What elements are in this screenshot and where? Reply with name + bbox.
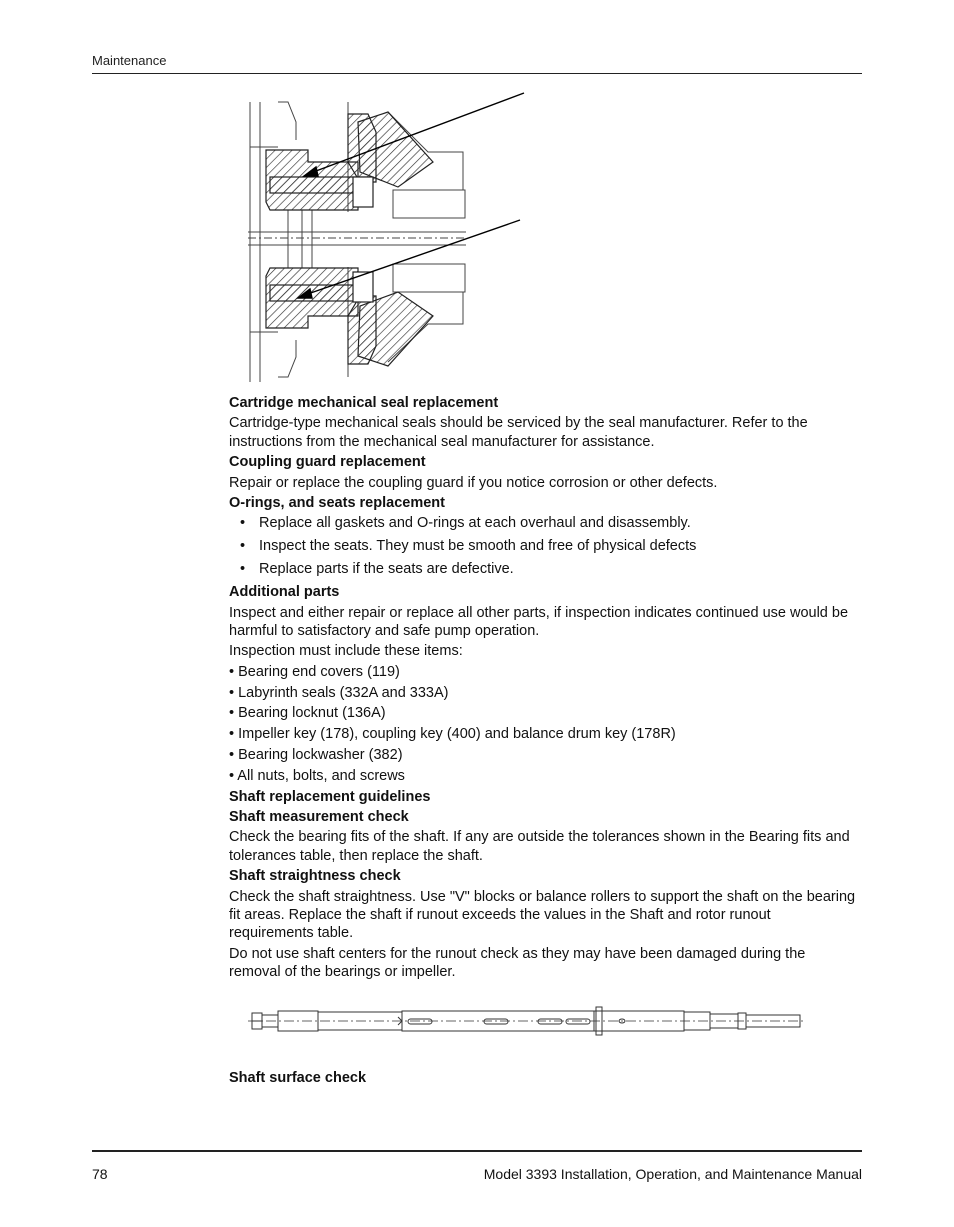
footer-rule	[92, 1150, 862, 1152]
header-rule	[92, 73, 862, 74]
heading-shaft-surface: Shaft surface check	[229, 1070, 367, 1086]
heading-shaft-guidelines: Shaft replacement guidelines	[229, 788, 431, 805]
heading-coupling-guard: Coupling guard replacement	[229, 454, 426, 471]
orings-bullet-list	[229, 514, 859, 578]
list-item: • Bearing end covers (119)	[229, 663, 400, 680]
list-item: • Bearing lockwasher (382)	[229, 746, 403, 763]
paragraph-additional-parts: Inspect and either repair or replace all other parts, if inspection indicates continued use would be harmful to satisfactory and safe pump operation.	[229, 604, 849, 639]
paragraph-cartridge-seal: Cartridge-type mechanical seals should be serviced by the seal manufacturer. Refer to the instructions from the mechanical seal manufacturer for assistance.	[229, 415, 808, 450]
heading-shaft-measurement: Shaft measurement check	[229, 808, 409, 825]
page-number: 78	[92, 1166, 108, 1182]
inspection-intro: Inspection must include these items:	[229, 643, 463, 660]
heading-shaft-straightness: Shaft straightness check	[229, 868, 401, 885]
list-item: • All nuts, bolts, and screws	[229, 767, 405, 784]
list-item: • Replace parts if the seats are defective.	[229, 560, 859, 578]
list-item: • Bearing locknut (136A)	[229, 705, 386, 722]
seal-cross-section-figure	[248, 92, 530, 384]
heading-additional-parts: Additional parts	[229, 584, 340, 601]
heading-orings-seats: O-rings, and seats replacement	[229, 495, 445, 512]
list-item: • Replace all gaskets and O-rings at each overhaul and disassembly.	[229, 514, 859, 532]
shaft-drawing-figure	[248, 1003, 804, 1043]
body-content	[229, 394, 859, 984]
paragraph-shaft-measurement: Check the bearing fits of the shaft. If any are outside the tolerances shown in the Bearing fits and tolerances table, then replace the shaft.	[229, 829, 850, 864]
list-item: • Inspect the seats. They must be smooth and free of physical defects	[229, 537, 859, 555]
list-item: • Labyrinth seals (332A and 333A)	[229, 684, 449, 701]
manual-title: Model 3393 Installation, Operation, and Maintenance Manual	[483, 1166, 862, 1182]
paragraph-shaft-straightness: Check the shaft straightness. Use "V" blocks or balance rollers to support the shaft on the bearing fit areas. Replace the shaft if runout exceeds the values in the Shaft and rotor runout requirements table.	[229, 888, 856, 942]
heading-cartridge-seal: Cartridge mechanical seal replacement	[229, 395, 499, 411]
paragraph-coupling-guard: Repair or replace the coupling guard if you notice corrosion or other defects.	[229, 474, 718, 491]
list-item: • Impeller key (178), coupling key (400) and balance drum key (178R)	[229, 726, 676, 743]
paragraph-shaft-centers: Do not use shaft centers for the runout check as they may have been damaged during the removal of the bearings or impeller.	[229, 945, 806, 981]
running-header: Maintenance	[92, 53, 167, 68]
